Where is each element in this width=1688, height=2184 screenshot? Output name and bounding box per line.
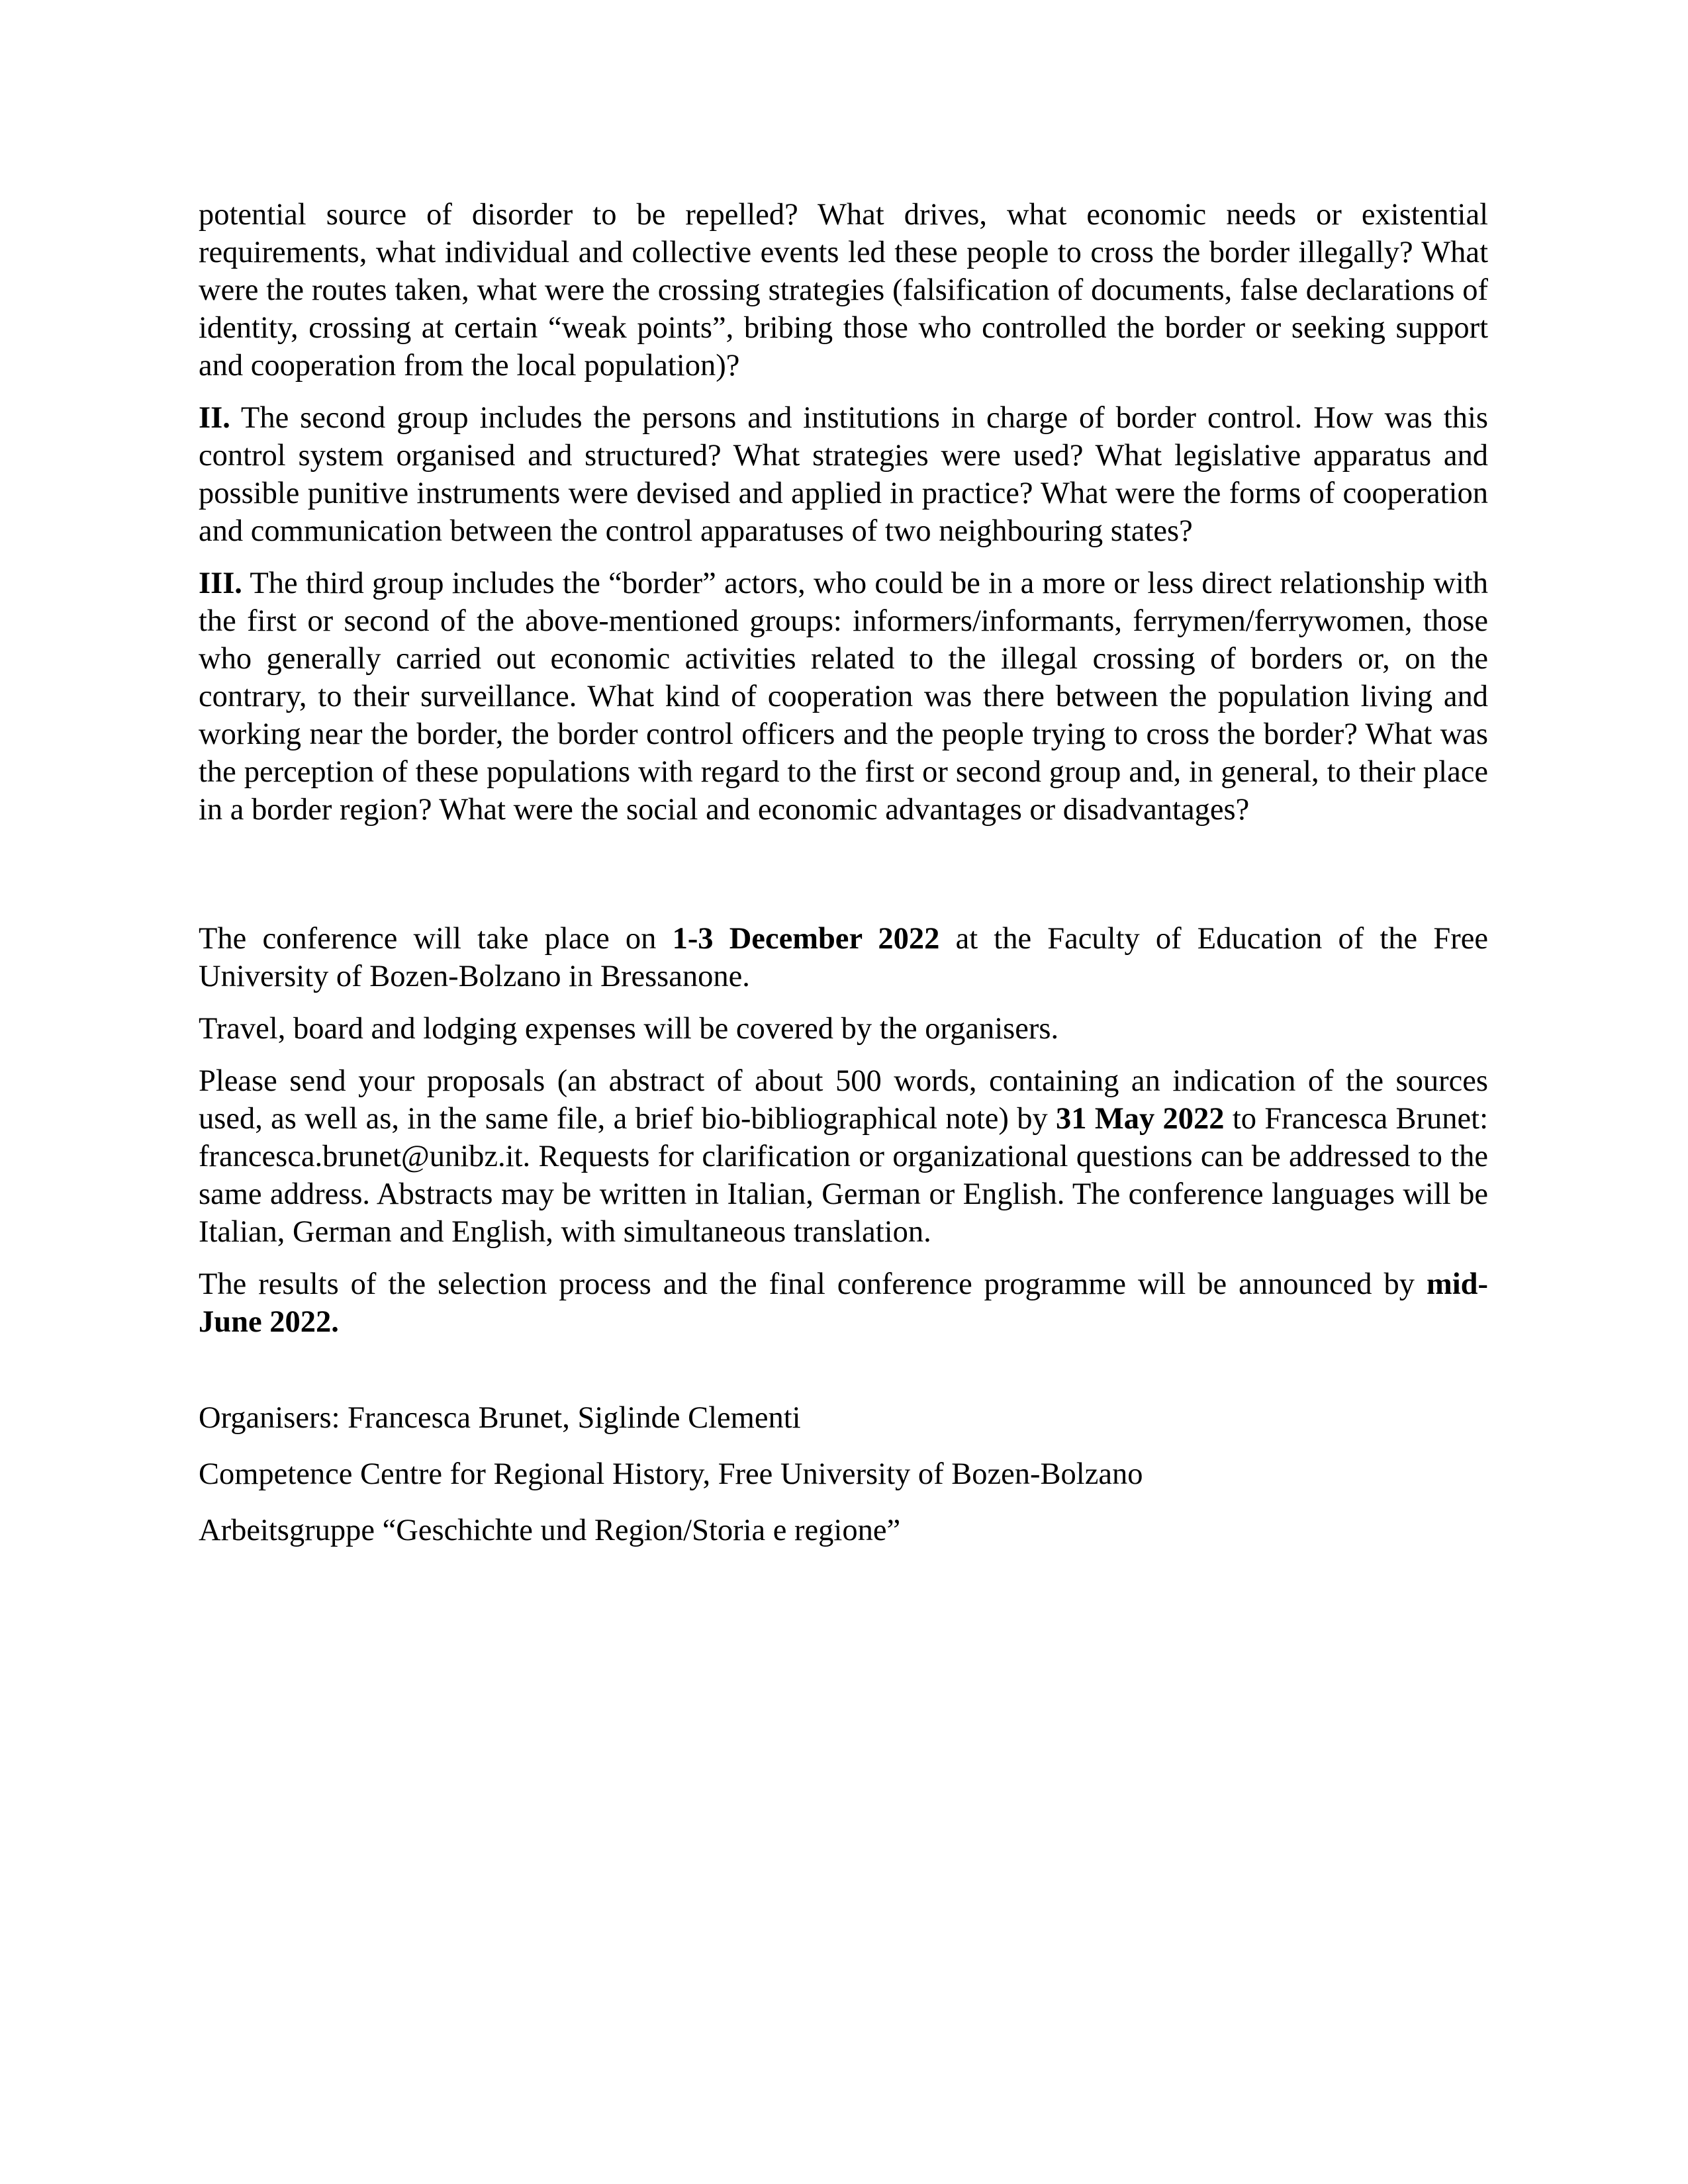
paragraph-third-group	[199, 565, 1488, 829]
text-run: at the Faculty of Education of the Free University of Bozen-Bolzano in Bressanone.	[199, 922, 1488, 993]
paragraph-expenses	[199, 1010, 1488, 1048]
text-run: Competence Centre for Regional History, Free University of Bozen-Bolzano	[199, 1457, 1143, 1491]
document-page	[199, 196, 1488, 1568]
section-label-iii: III.	[199, 567, 242, 600]
text-run: The conference will take place on	[199, 922, 673, 956]
results-date: mid-June 2022.	[199, 1267, 1488, 1339]
working-group-line	[199, 1512, 1488, 1549]
paragraph-text: potential source of disorder to be repelled? What drives, what economic needs or existential requirements, what individual and collective events led these people to cross the border illegally? What were the routes taken, what were the crossing strategies (falsification of documents, false declarations of identity, crossing at certain “weak points”, bribing those who controlled the border or seeking support and cooperation from the local population)?	[199, 198, 1488, 383]
section-label-ii: II.	[199, 401, 230, 435]
paragraph-results	[199, 1265, 1488, 1341]
text-run: to Francesca Brunet: francesca.brunet@unibz.it. Requests for clarification or organizational questions can be addressed to the same address. Abstracts may be written in Italian, German or English. The conference languages will be Italian, German and English, with simultaneous translation.	[199, 1102, 1488, 1249]
proposal-deadline: 31 May 2022	[1056, 1102, 1225, 1136]
paragraph-proposals	[199, 1062, 1488, 1251]
text-run: Organisers: Francesca Brunet, Siglinde Clementi	[199, 1401, 801, 1435]
text-run: The results of the selection process and the final conference programme will be announced by	[199, 1267, 1427, 1301]
organisers-line	[199, 1399, 1488, 1437]
paragraph-text: The second group includes the persons and institutions in charge of border control. How was this control system organised and structured? What strategies were used? What legislative apparatus and possible punitive instruments were devised and applied in practice? What were the forms of cooperation and communication between the control apparatuses of two neighbouring states?	[199, 401, 1488, 548]
spacer	[199, 1355, 1488, 1399]
text-run: Travel, board and lodging expenses will be covered by the organisers.	[199, 1012, 1059, 1046]
paragraph-second-group	[199, 399, 1488, 550]
paragraph-first-group-continued	[199, 196, 1488, 385]
competence-centre-line	[199, 1455, 1488, 1493]
paragraph-conference-date	[199, 920, 1488, 995]
paragraph-text: The third group includes the “border” actors, who could be in a more or less direct relationship with the first or second of the above-mentioned groups: informers/informants, ferrymen/ferrywomen, those who generally carried out economic activities related to the illegal crossing of borders or, on the contrary, to their surveillance. What kind of cooperation was there between the population living and working near the border, the border control officers and the people trying to cross the border? What was the perception of these populations with regard to the first or second group and, in general, to their place in a border region? What were the social and economic advantages or disadvantages?	[199, 567, 1488, 827]
text-run: Please send your proposals (an abstract of about 500 words, containing an indication of the sources used, as well as, in the same file, a brief bio-bibliographical note) by	[199, 1064, 1488, 1136]
conference-date: 1-3 December 2022	[672, 922, 940, 956]
spacer	[199, 843, 1488, 920]
text-run: Arbeitsgruppe “Geschichte und Region/Storia e regione”	[199, 1514, 901, 1547]
